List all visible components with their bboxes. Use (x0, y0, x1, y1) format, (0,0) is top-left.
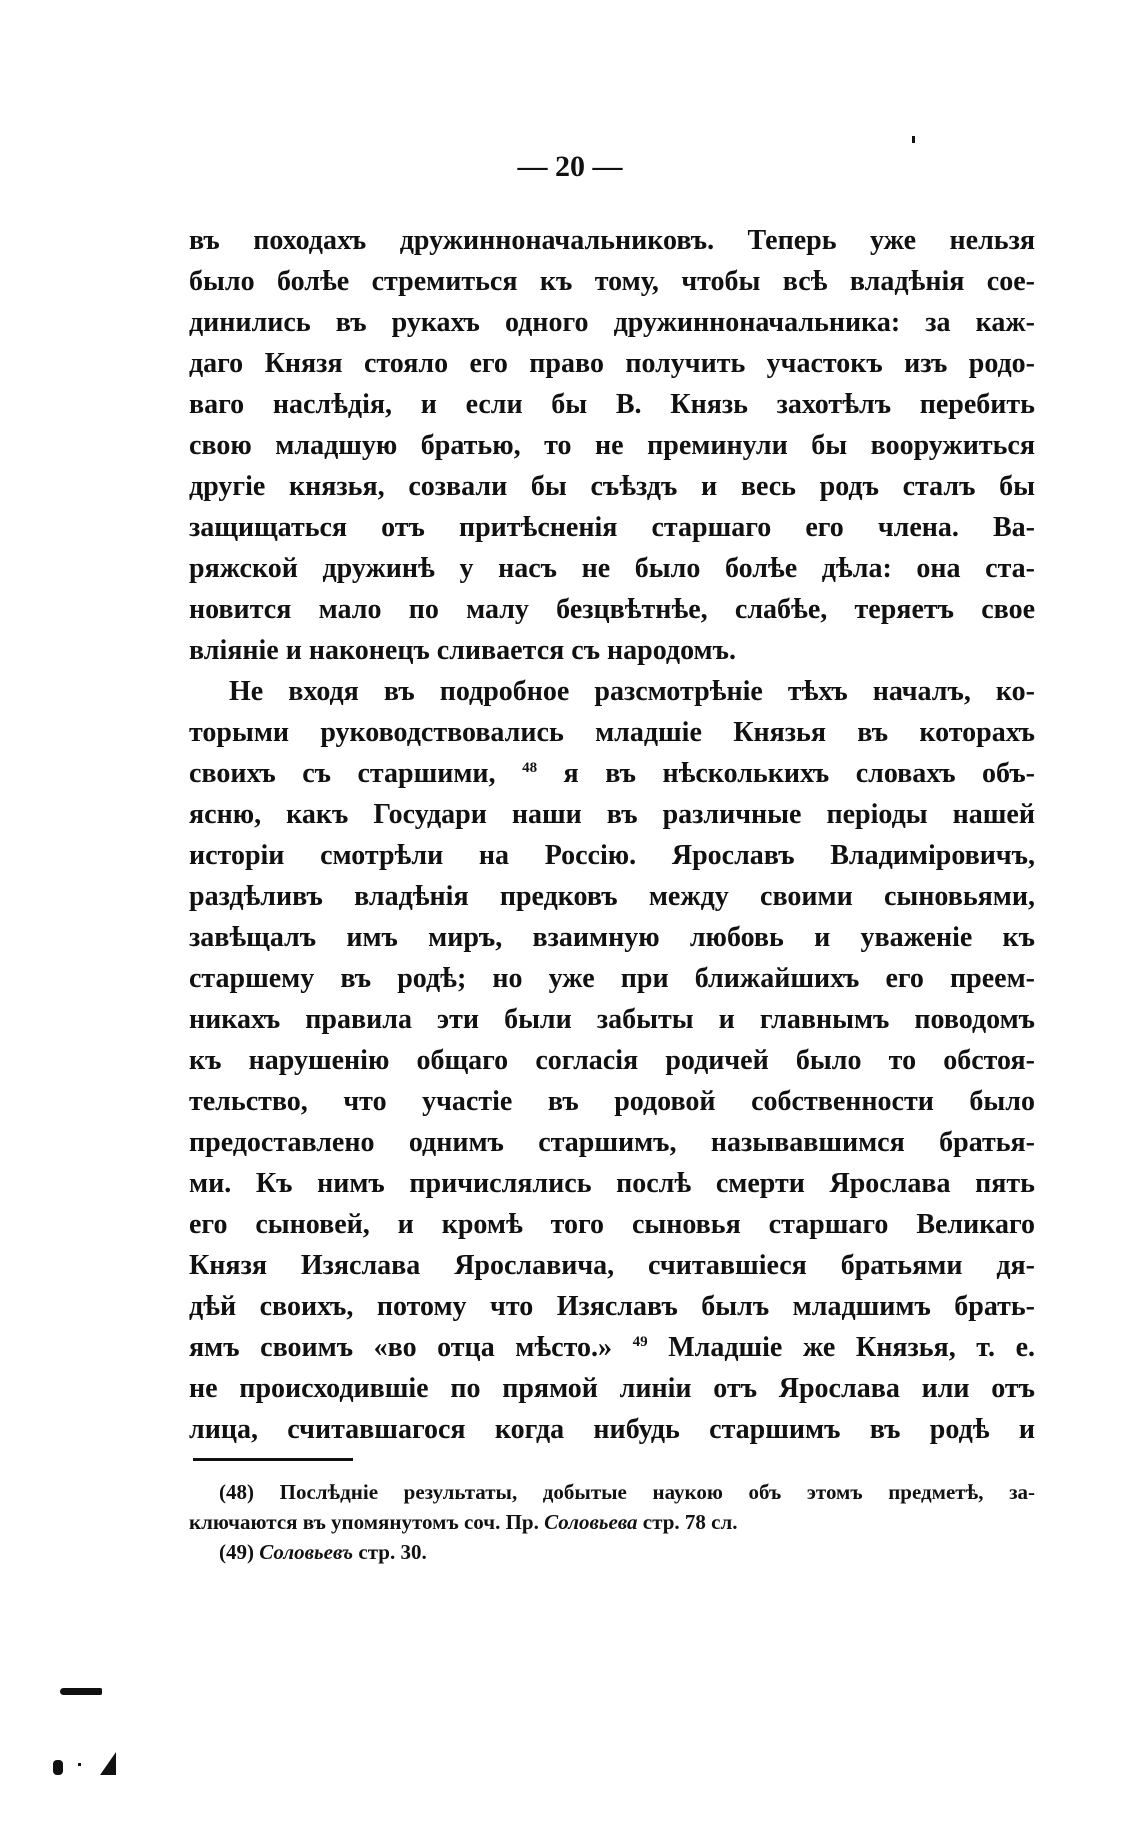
text-line (189, 1122, 1035, 1163)
text-line (189, 753, 1035, 794)
text-run: (48) Послѣдніе результаты, добытые наукою объ этомъ предметѣ, за- (219, 1480, 1035, 1504)
text-run: я въ нѣсколькихъ словахъ объ- (537, 758, 1035, 789)
text-run: стр. 78 сл. (637, 1510, 738, 1534)
text-run: динились въ рукахъ одного дружинноначальника: за каж- (189, 307, 1035, 338)
text-line (189, 589, 1035, 630)
text-line (189, 261, 1035, 302)
footnote-line (189, 1477, 1035, 1507)
text-run: исторіи смотрѣли на Россію. Ярославъ Владиміровичъ, (189, 840, 1035, 871)
footnotes (189, 1477, 1035, 1567)
page-number: — 20 — (517, 150, 623, 183)
text-run: предоставлено однимъ старшимъ, называвшимся братья- (189, 1127, 1035, 1158)
text-line (189, 1327, 1035, 1368)
text-line (189, 343, 1035, 384)
footnote-rule (193, 1458, 353, 1461)
text-run: ключаются въ упомянутомъ соч. Пр. (189, 1510, 545, 1534)
text-run: ряжской дружинѣ у насъ не было болѣе дѣла: она ста- (189, 553, 1035, 584)
ink-speck (912, 136, 915, 143)
text-run: Младшіе же Князья, т. е. (647, 1332, 1035, 1363)
italic-text: Соловьева (544, 1510, 638, 1534)
text-line (189, 507, 1035, 548)
text-run: новится мало по малу безцвѣтнѣе, слабѣе, теряетъ свое (189, 594, 1035, 625)
text-run: въ походахъ дружинноначальниковъ. Теперь уже нельзя (189, 225, 1035, 256)
text-line (189, 1163, 1035, 1204)
text-line (189, 384, 1035, 425)
text-run: вліяніе и наконецъ сливается съ народомъ. (189, 635, 736, 666)
text-line (189, 1409, 1035, 1450)
text-run: (49) (219, 1540, 260, 1564)
text-line (189, 1368, 1035, 1409)
text-line (189, 220, 1035, 261)
text-line (189, 917, 1035, 958)
footnote-ref: 49 (632, 1334, 648, 1350)
text-run: завѣщалъ имъ миръ, взаимную любовь и уваженіе къ (189, 922, 1035, 953)
text-line (189, 1040, 1035, 1081)
text-line (189, 302, 1035, 343)
footnote-ref: 48 (522, 760, 538, 776)
text-line (189, 1081, 1035, 1122)
text-run: Не входя въ подробное разсмотрѣніе тѣхъ началъ, ко- (229, 676, 1035, 707)
text-run: было болѣе стремиться къ тому, чтобы всѣ владѣнія сое- (189, 266, 1035, 297)
ink-smudge (100, 1752, 116, 1775)
text-run: своихъ съ старшими, (189, 758, 523, 789)
ink-smudge (53, 1760, 63, 1775)
text-run: старшему въ родѣ; но уже при ближайшихъ его преем- (189, 963, 1035, 994)
text-run: даго Князя стояло его право получить участокъ изъ родо- (189, 348, 1035, 379)
text-line (189, 630, 1035, 671)
text-line (189, 466, 1035, 507)
text-run: торыми руководствовались младшіе Князья въ которахъ (189, 717, 1035, 748)
text-line (189, 876, 1035, 917)
text-run: ясню, какъ Государи наши въ различные періоды нашей (189, 799, 1035, 830)
text-run: другіе князья, созвали бы съѣздъ и весь родъ сталъ бы (189, 471, 1035, 502)
text-run: Князя Изяслава Ярославича, считавшіеся братьями дя- (189, 1250, 1035, 1281)
text-run: его сыновей, и кромѣ того сыновья старшаго Великаго (189, 1209, 1035, 1240)
text-line (189, 425, 1035, 466)
text-line (189, 548, 1035, 589)
text-line (189, 1204, 1035, 1245)
text-run: тельство, что участіе въ родовой собственности было (189, 1086, 1035, 1117)
body-text (189, 220, 1035, 1450)
text-run: не происходившіе по прямой линіи отъ Ярослава или отъ (189, 1373, 1035, 1404)
text-run: ваго наслѣдія, и если бы В. Князь захотѣлъ перебить (189, 389, 1035, 420)
text-line (189, 958, 1035, 999)
ink-smudge (60, 1688, 102, 1695)
text-run: никахъ правила эти были забыты и главнымъ поводомъ (189, 1004, 1035, 1035)
text-run: стр. 30. (353, 1540, 427, 1564)
text-run: свою младшую братью, то не преминули бы вооружиться (189, 430, 1035, 461)
text-run: защищаться отъ притѣсненія старшаго его члена. Ва- (189, 512, 1035, 543)
ink-speck (78, 1763, 81, 1766)
text-run: ми. Къ нимъ причислялись послѣ смерти Ярослава пять (189, 1168, 1035, 1199)
text-run: лица, считавшагося когда нибудь старшимъ въ родѣ и (189, 1414, 1035, 1445)
text-line (189, 835, 1035, 876)
text-line (189, 712, 1035, 753)
text-run: ямъ своимъ «во отца мѣсто.» (189, 1332, 633, 1363)
text-line (189, 671, 1035, 712)
italic-text: Соловьевъ (259, 1540, 354, 1564)
text-line (189, 999, 1035, 1040)
footnote-line (189, 1537, 1035, 1567)
text-run: къ нарушенію общаго согласія родичей было то обстоя- (189, 1045, 1035, 1076)
text-line (189, 794, 1035, 835)
text-line (189, 1245, 1035, 1286)
text-run: дѣй своихъ, потому что Изяславъ былъ младшимъ брать- (189, 1291, 1035, 1322)
text-line (189, 1286, 1035, 1327)
footnote-line (189, 1507, 1035, 1537)
text-run: раздѣливъ владѣнія предковъ между своими сыновьями, (189, 881, 1035, 912)
